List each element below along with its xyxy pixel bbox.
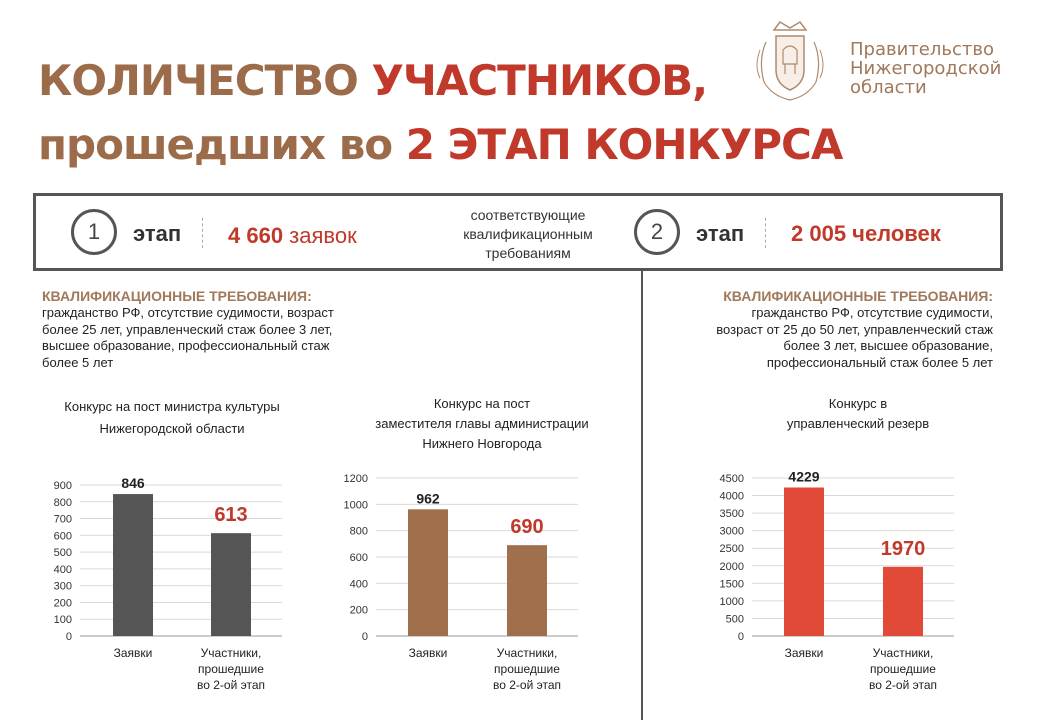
chart-title-line: Конкурс на пост — [433, 396, 531, 411]
y-tick-label: 500 — [53, 547, 72, 560]
y-tick-label: 1000 — [343, 499, 368, 512]
government-logo-text — [850, 40, 1001, 97]
y-tick-label: 200 — [349, 604, 368, 617]
requirements-right-text — [640, 305, 993, 371]
stage-middle-note: соответствующие квалификационным требованиям — [463, 207, 593, 261]
requirements-line: более 25 лет, управленческий стаж более 3 лет, — [42, 321, 333, 337]
y-tick-label: 400 — [53, 563, 72, 576]
y-tick-label: 900 — [53, 480, 72, 492]
requirements-line: гражданство РФ, отсутствие судимости, — [751, 305, 993, 320]
y-tick-label: 0 — [65, 631, 72, 643]
y-tick-label: 2000 — [719, 560, 744, 573]
x-tick-label: во 2-ой этап — [868, 678, 938, 692]
bar — [507, 545, 547, 636]
stage-2-separator — [765, 218, 766, 248]
x-tick-label: прошедшие — [198, 662, 264, 676]
data-label: 846 — [121, 475, 145, 492]
title-part-accent: 2 ЭТАП КОНКУРСА — [405, 120, 843, 169]
gov-line: Правительство — [850, 39, 994, 60]
x-tick-label: Заявки — [408, 646, 448, 660]
y-tick-label: 4500 — [719, 473, 744, 485]
requirements-right-title: КВАЛИФИКАЦИОННЫЕ ТРЕБОВАНИЯ: — [723, 288, 993, 304]
y-tick-label: 700 — [53, 513, 72, 526]
y-tick-label: 600 — [349, 552, 368, 564]
y-tick-label: 800 — [53, 496, 72, 509]
page-title-line-2 — [38, 120, 842, 169]
stage-1-number-badge: 1 — [71, 209, 117, 255]
title-part: КОЛИЧЕСТВО — [38, 56, 372, 105]
requirements-line: гражданство РФ, отсутствие судимости, возраст — [42, 305, 334, 320]
requirements-line: более 5 лет — [42, 354, 114, 370]
requirements-line: возраст от 25 до 50 лет, управленческий стаж — [716, 321, 993, 337]
bar — [113, 494, 153, 636]
bar — [883, 567, 923, 636]
chart-title-line: управленческий резерв — [786, 416, 930, 431]
y-tick-label: 300 — [53, 580, 72, 593]
bar — [784, 488, 824, 636]
chart-title-line: Нижнего Новгорода — [422, 436, 542, 451]
bar — [211, 533, 251, 636]
requirements-left-title: КВАЛИФИКАЦИОННЫЕ ТРЕБОВАНИЯ: — [42, 288, 312, 304]
nizhny-novgorod-coat-of-arms-icon — [752, 20, 828, 102]
requirements-line: высшее образование, профессиональный стаж — [42, 338, 330, 353]
chart-1-title — [22, 396, 322, 440]
title-part: прошедших во — [38, 120, 406, 169]
x-tick-label: Участники, — [872, 646, 934, 660]
y-tick-label: 200 — [53, 597, 72, 610]
data-label: 1970 — [880, 537, 926, 560]
x-tick-label: прошедшие — [870, 662, 936, 676]
stage-2-number-badge: 2 — [634, 209, 680, 255]
page-title-line-1 — [38, 56, 707, 105]
gov-line: области — [850, 77, 927, 98]
data-label: 690 — [510, 516, 544, 539]
y-tick-label: 500 — [725, 613, 744, 626]
stage-1-count-unit: заявок — [283, 223, 357, 248]
requirements-left-text — [42, 305, 422, 371]
y-tick-label: 800 — [349, 525, 368, 538]
chart-title-line: Конкурс на пост министра культуры — [64, 399, 280, 414]
y-tick-label: 3000 — [719, 525, 744, 538]
x-tick-label: во 2-ой этап — [492, 678, 562, 692]
y-tick-label: 100 — [53, 614, 72, 627]
stage-1-label: этап — [133, 221, 182, 246]
chart-2-title — [332, 394, 632, 454]
y-tick-label: 0 — [737, 631, 744, 643]
x-tick-label: Заявки — [113, 646, 153, 660]
data-label: 613 — [214, 504, 248, 527]
requirements-line: более 3 лет, высшее образование, — [783, 338, 993, 353]
stage-1-count — [228, 223, 357, 249]
stage-1-count-value: 4 660 — [228, 223, 284, 248]
stage-1-separator — [202, 218, 203, 248]
y-tick-label: 0 — [361, 631, 368, 643]
y-tick-label: 2500 — [719, 543, 744, 556]
y-tick-label: 4000 — [719, 490, 744, 503]
stage-2-count: 2 005 человек — [791, 221, 941, 246]
x-tick-label: во 2-ой этап — [196, 678, 266, 692]
chart-title-line: Нижегородской области — [99, 421, 245, 436]
data-label: 4229 — [788, 468, 820, 485]
chart-3-title — [708, 394, 1008, 434]
x-tick-label: прошедшие — [494, 662, 560, 676]
gov-line: Нижегородской — [850, 58, 1002, 79]
y-tick-label: 1500 — [719, 578, 744, 591]
requirements-line: профессиональный стаж более 5 лет — [766, 354, 993, 370]
y-tick-label: 3500 — [719, 508, 744, 521]
y-tick-label: 1200 — [343, 473, 368, 485]
bar — [408, 509, 448, 636]
x-tick-label: Участники, — [496, 646, 558, 660]
x-tick-label: Участники, — [200, 646, 262, 660]
stage-summary-box — [33, 193, 1003, 271]
y-tick-label: 600 — [53, 530, 72, 543]
y-tick-label: 1000 — [719, 595, 744, 608]
chart-title-line: Конкурс в — [828, 396, 888, 411]
data-label: 962 — [416, 490, 440, 507]
chart-title-line: заместителя главы администрации — [375, 416, 589, 431]
x-tick-label: Заявки — [784, 646, 824, 660]
title-part-accent: УЧАСТНИКОВ, — [371, 56, 708, 105]
stage-2-label: этап — [696, 221, 745, 246]
y-tick-label: 400 — [349, 578, 368, 591]
